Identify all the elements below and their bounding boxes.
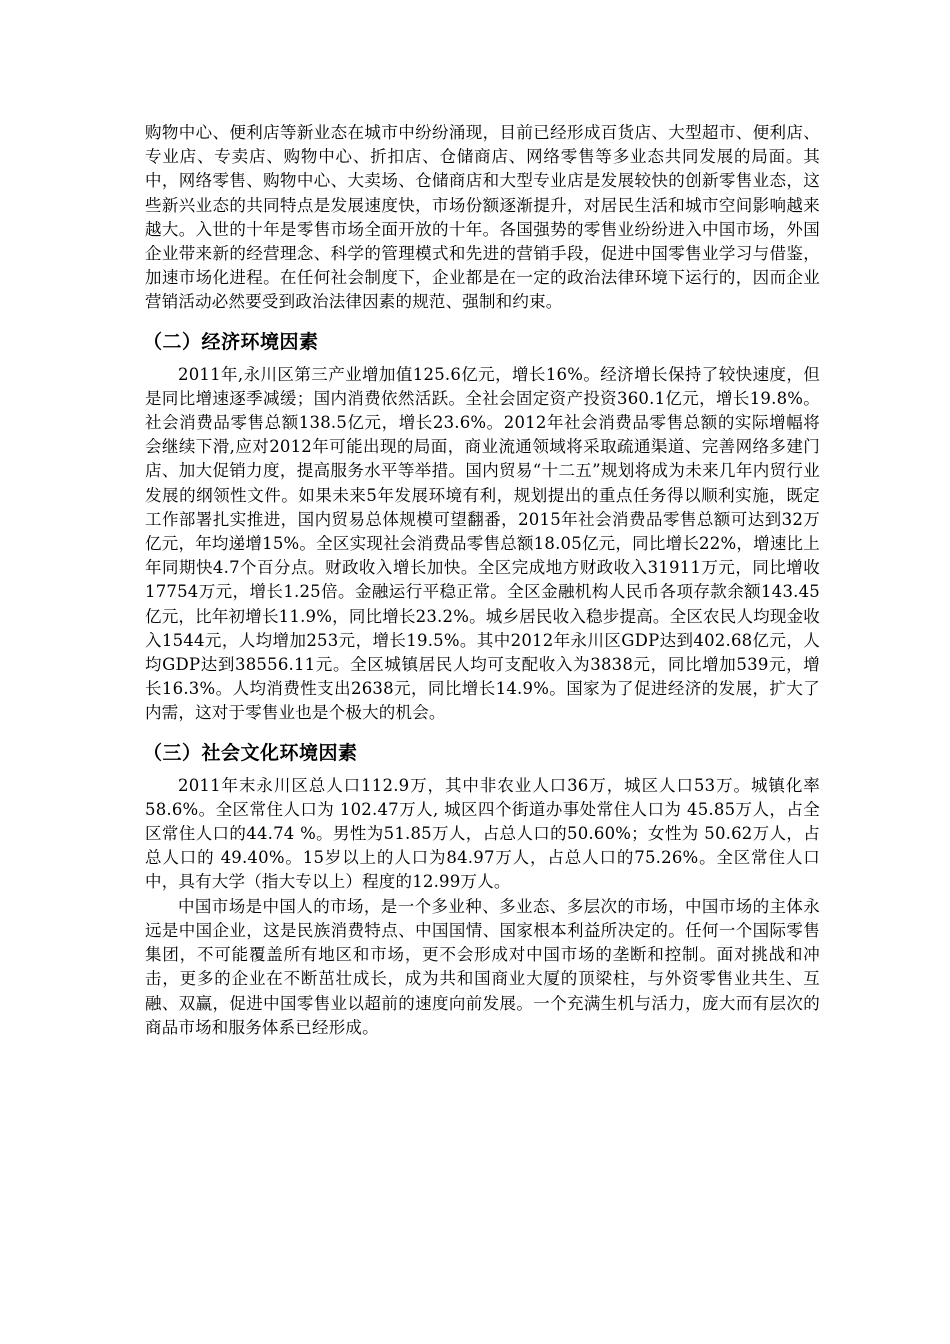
section-heading-economic: （二）经济环境因素: [143, 330, 319, 353]
document-page: [145, 121, 820, 1040]
market-paragraph: 中国市场是中国人的市场，是一个多业种、多业态、多层次的市场，中国市场的主体永远是中国企业，这是民族消费特点、中国国情、国家根本利益所决定的。任何一个国际零售集团，不可能覆盖所有地区和市场，更不会形成对中国市场的垄断和控制。面对挑战和冲击，更多的企业在不断茁壮成长，成为共和国商业大厦的顶梁柱，与外资零售业共生、互融、双赢，促进中国零售业以超前的速度向前发展。一个充满生机与活力，庞大而有层次的商品市场和服务体系已经形成。: [145, 896, 820, 1037]
section-heading-social-cultural: （三）社会文化环境因素: [143, 741, 358, 764]
economic-paragraph: 2011年,永川区第三产业增加值125.6亿元，增长16%。经济增长保持了较快速度，但是同比增速逐季减缓；国内消费依然活跃。全社会固定资产投资360.1亿元，增长19.8%。社会消费品零售总额138.5亿元，增长23.6%。2012年社会消费品零售总额的实际增幅将会继续下滑,应对2012年可能出现的局面，商业流通领域将采取疏通渠道、完善网络多建门店、加大促销力度，提高服务水平等举措。国内贸易“十二五”规划将成为未来几年内贸行业发展的纲领性文件。如果未来5年发展环境有利，规划提出的重点任务得以顺利实施，既定工作部署扎实推进，国内贸易总体规模可望翻番，2015年社会消费品零售总额可达到32万亿元，年均递增15%。全区实现社会消费品零售总额18.05亿元，同比增长22%，增速比上年同期快4.7个百分点。财政收入增长加快。全区完成地方财政收入31911万元，同比增收17754万元，增长1.25倍。金融运行平稳正常。全区金融机构人民币各项存款余额143.45亿元，比年初增长11.9%，同比增长23.2%。城乡居民收入稳步提高。全区农民人均现金收入1544元，人均增加253元，增长19.5%。其中2012年永川区GDP达到402.68亿元，人均GDP达到38556.11元。全区城镇居民人均可支配收入为3838元，同比增加539元，增长16.3%。人均消费性支出2638元，同比增长14.9%。国家为了促进经济的发展，扩大了内需，这对于零售业也是个极大的机会。: [145, 364, 820, 723]
population-paragraph: 2011年末永川区总人口112.9万，其中非农业人口36万，城区人口53万。城镇化率58.6%。全区常住人口为 102.47万人, 城区四个街道办事处常住人口为 45.85万人，占全区常住人口的44.74 %。男性为51.85万人，占总人口的50.60%；女性为 50.62万人，占总人口的 49.40%。15岁以上的人口为84.97万人，占总人口的75.26%。全区常住人口中，具有大学（指大专以上）程度的12.99万人。: [145, 775, 820, 892]
intro-paragraph: 购物中心、便利店等新业态在城市中纷纷涌现，目前已经形成百货店、大型超市、便利店、专业店、专卖店、购物中心、折扣店、仓储商店、网络零售等多业态共同发展的局面。其中，网络零售、购物中心、大卖场、仓储商店和大型专业店是发展较快的创新零售业态，这些新兴业态的共同特点是发展速度快，市场份额逐渐提升，对居民生活和城市空间影响越来越大。入世的十年是零售市场全面开放的十年。各国强势的零售业纷纷进入中国市场，外国企业带来新的经营理念、科学的管理模式和先进的营销手段，促进中国零售业学习与借鉴，加速市场化进程。在任何社会制度下，企业都是在一定的政治法律环境下运行的，因而企业营销活动必然要受到政治法律因素的规范、强制和约束。: [145, 123, 820, 312]
